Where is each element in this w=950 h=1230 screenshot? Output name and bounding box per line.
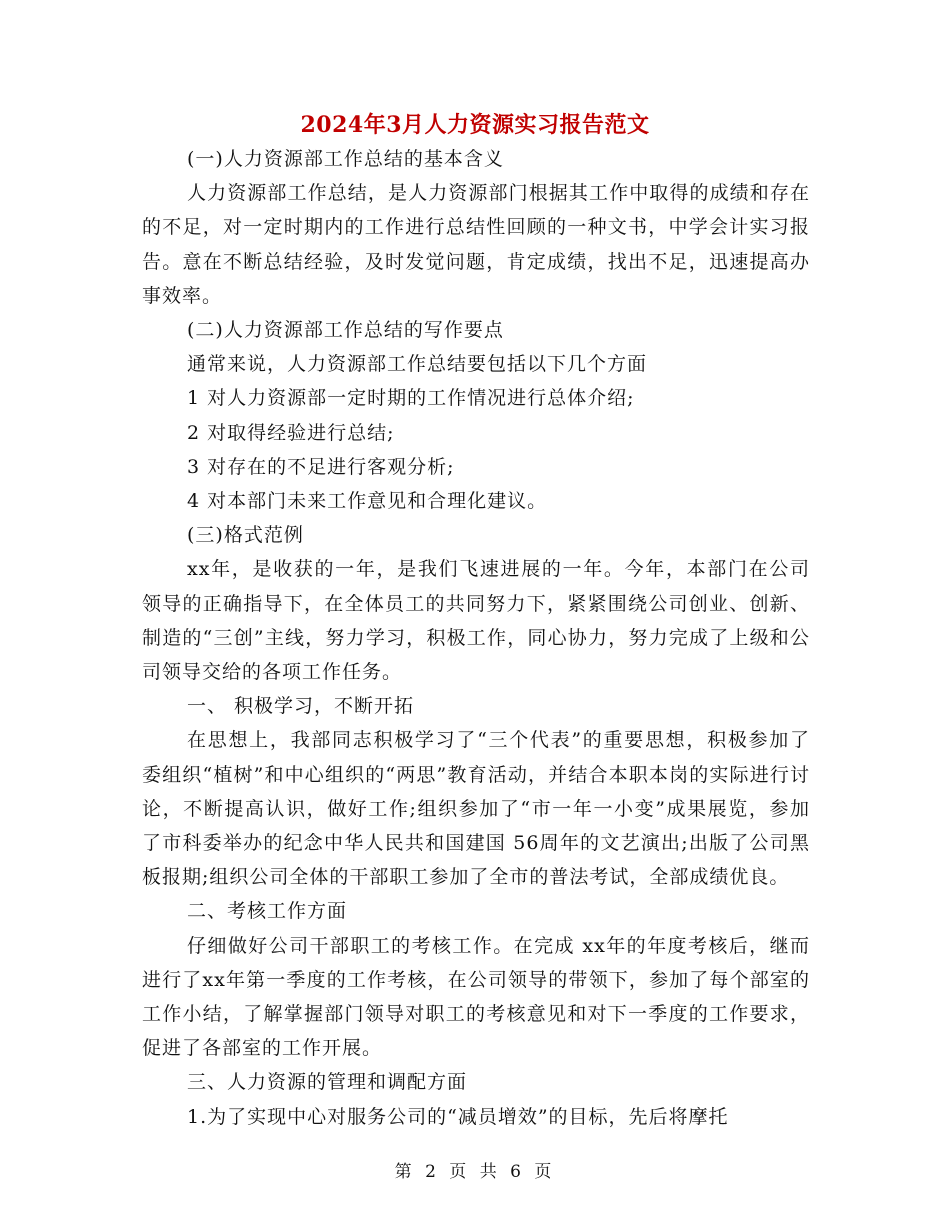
paragraph-summary: xx年，是收获的一年，是我们飞速进展的一年。今年，本部门在公司领导的正确指导下，在全体员工的共同努力下，紧紧围绕公司创业、创新、制造的“三创”主线，努力学习，积极工作，同心协力，努力完成了上级和公司领导交给的各项工作任务。 xyxy=(142,558,810,684)
paragraph-definition: 人力资源部工作总结，是人力资源部门根据其工作中取得的成绩和存在的不足，对一定时期内的工作进行总结性回顾的一种文书，中学会计实习报告。意在不断总结经验，及时发觉问题，肯定成绩，找出不足，迅速提高办事效率。 xyxy=(142,182,810,307)
page-footer: 第 2 页 共 6 页 xyxy=(394,1162,556,1182)
list-item-2: 2 对取得经验进行总结; xyxy=(187,421,395,444)
section-heading-2: (二)人力资源部工作总结的写作要点 xyxy=(187,319,504,342)
list-item-3: 3 对存在的不足进行客观分析; xyxy=(187,455,455,478)
list-item-4: 4 对本部门未来工作意见和合理化建议。 xyxy=(187,490,548,513)
subheading-learning: 一、 积极学习，不断开拓 xyxy=(187,695,415,718)
paragraph-assessment: 仔细做好公司干部职工的考核工作。在完成 xx年的年度考核后，继而进行了xx年第一季度的工作考核，在公司领导的带领下，参加了每个部室的工作小结，了解掌握部门领导对职工的考核意见和对下一季度的工作要求，促进了各部室的工作开展。 xyxy=(142,934,810,1060)
subheading-assessment: 二、考核工作方面 xyxy=(187,900,348,923)
section-heading-1: (一)人力资源部工作总结的基本含义 xyxy=(187,148,504,170)
section-heading-3: (三)格式范例 xyxy=(187,524,304,547)
paragraph-hr-management: 1.为了实现中心对服务公司的“减员增效”的目标，先后将摩托 xyxy=(187,1105,729,1128)
paragraph-learning: 在思想上，我部同志积极学习了“三个代表”的重要思想，积极参加了 委组织“植树”和中心组织的“两思”教育活动，并结合本职本岗的实际进行讨论，不断提高认识，做好工作;组织参加了“市一年一小变”成果展览，参加了市科委举办的纪念中华人民共和国建国 56周年的文艺演出;出版了公司黑板报期;组织公司全体的干部职工参加了全市的普法考试，全部成绩优良。 xyxy=(142,729,810,889)
subheading-hr-management: 三、人力资源的管理和调配方面 xyxy=(187,1071,468,1094)
list-item-1: 1 对人力资源部一定时期的工作情况进行总体介绍; xyxy=(187,387,635,410)
document-body xyxy=(142,142,810,1134)
paragraph-intro: 通常来说，人力资源部工作总结要包括以下几个方面 xyxy=(187,353,648,376)
document-title: 2024年3月人力资源实习报告范文 xyxy=(300,112,650,138)
